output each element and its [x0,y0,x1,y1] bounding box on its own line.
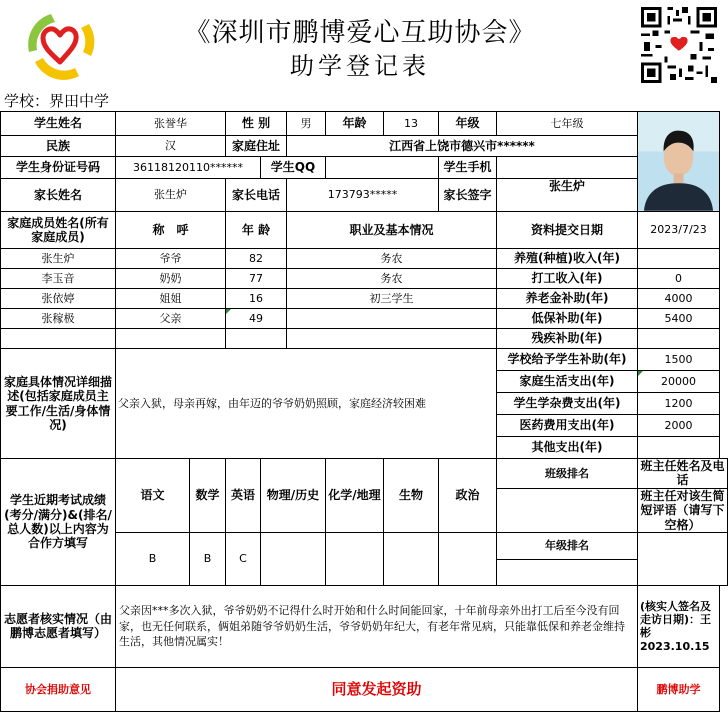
volunteer-note: 父亲因***多次入狱，爷爷奶奶不记得什么时开始和什么时间能回家，十年前母亲外出打工后至今没有回家，也无任何联系，俩姐弟随爷爷奶奶生活，爷爷奶奶年纪大，有老年常见病，只能靠低保和养老金维持生活，其他情况属实！ [116,585,638,667]
gender-value: 男 [287,112,326,136]
registration-form [0,111,728,712]
income-value [638,329,720,349]
member-name: 张稼极 [1,309,116,329]
expense-label: 其他支出(年) [497,437,638,459]
ethnicity-value: 汉 [116,136,226,157]
student-phone-value [497,157,638,179]
grade-label: 年级 [439,112,497,136]
parent-name-label: 家长姓名 [1,179,116,212]
member-occupation [287,309,497,329]
parent-phone-value: 173793***** [287,179,439,212]
decision-text: 同意发起资助 [116,667,638,711]
relation-label: 称 呼 [116,212,226,249]
subject-score: B [190,532,226,585]
table-row [1,289,728,309]
age-value: 13 [384,112,439,136]
family-detail-label: 家庭具体情况详细描述(包括家庭成员主要工作/生活/身体情况) [1,349,116,459]
student-name-label: 学生姓名 [1,112,116,136]
subject-name: 政治 [439,459,497,533]
expense-label: 家庭生活支出(年) [497,371,638,393]
expense-label: 医药费用支出(年) [497,415,638,437]
subject-score: B [116,532,190,585]
member-relation: 姐姐 [116,289,226,309]
income-value: 5400 [638,309,720,329]
brand-label: 鹏博助学 [638,667,720,711]
subject-score: C [226,532,261,585]
ethnicity-label: 民族 [1,136,116,157]
subject-score [326,532,384,585]
subject-name: 语文 [116,459,190,533]
grade-rank-value [497,559,638,585]
address-label: 家庭住址 [226,136,287,157]
exam-results-label: 学生近期考试成绩(考分/满分)&(排名/总人数)以上内容为合作方填写 [1,459,116,586]
expense-value [638,437,720,459]
association-logo [19,4,101,86]
expense-value: 1200 [638,393,720,415]
parent-signature-label: 家长签字 [439,179,497,212]
income-label: 低保补助(年) [497,309,638,329]
qr-code-icon [640,7,718,83]
member-occupation: 务农 [287,269,497,289]
income-label: 养老金补助(年) [497,289,638,309]
header [0,0,728,89]
member-name: 张依婷 [1,289,116,309]
address-value: 江西省上饶市德兴市****** [287,136,638,157]
id-number-value: 36118120110****** [116,157,261,179]
teacher-name-phone-label: 班主任姓名及电话 [638,459,728,489]
student-qq-value [326,157,439,179]
class-rank-value [497,488,638,532]
table-row [1,269,728,289]
member-occupation: 务农 [287,249,497,269]
teacher-comment-value [638,532,728,585]
grade-value: 七年级 [497,112,638,136]
income-label: 打工收入(年) [497,269,638,289]
parent-phone-label: 家长电话 [226,179,287,212]
subject-name: 生物 [384,459,439,533]
student-name-value: 张誉华 [116,112,226,136]
student-qq-label: 学生QQ [261,157,326,179]
income-value: 0 [638,269,720,289]
member-age: 77 [226,269,287,289]
subject-score [261,532,326,585]
subject-name: 英语 [226,459,261,533]
school-label: 学校： [4,92,50,110]
expense-label: 学校给予学生补助(年) [497,349,638,371]
income-label: 残疾补助(年) [497,329,638,349]
subject-name: 物理/历史 [261,459,326,533]
parent-name-value: 张生炉 [116,179,226,212]
member-occupation: 初三学生 [287,289,497,309]
submit-date-value: 2023/7/23 [638,212,720,249]
teacher-comment-label: 班主任对该生简短评语（请写下空格） [638,488,728,532]
subject-score [384,532,439,585]
income-value [638,249,720,269]
expense-value: 20000 [638,371,720,393]
subject-name: 化学/地理 [326,459,384,533]
title-line-2: 助学登记表 [290,52,430,80]
association-opinion-label: 协会捐助意见 [1,667,116,711]
occupation-label: 职业及基本情况 [287,212,497,249]
school-line [4,90,109,111]
subject-score [439,532,497,585]
submit-date-label: 资料提交日期 [497,212,638,249]
school-name: 界田中学 [49,92,110,110]
member-name: 张生炉 [1,249,116,269]
subject-name: 数学 [190,459,226,533]
title-line-1: 《深圳市鹏博爱心互助协会》 [184,18,536,48]
member-age-label: 年 龄 [226,212,287,249]
expense-value: 2000 [638,415,720,437]
student-phone-label: 学生手机 [439,157,497,179]
visitor-signature: (核实人签名及走访日期)：王彬2023.10.15 [638,585,720,667]
parent-signature-value: 张生炉 [497,179,638,212]
student-photo [638,112,720,212]
member-name: 李玉音 [1,269,116,289]
grade-rank-label: 年级排名 [497,532,638,559]
member-age: 82 [226,249,287,269]
member-relation: 爷爷 [116,249,226,269]
age-label: 年龄 [326,112,384,136]
expense-label: 学生学杂费支出(年) [497,393,638,415]
class-rank-label: 班级排名 [497,459,638,489]
income-label: 养殖(种植)收入(年) [497,249,638,269]
member-age: 49 [226,309,287,329]
expense-value: 1500 [638,349,720,371]
income-value: 4000 [638,289,720,309]
table-row [1,309,728,329]
family-detail-text: 父亲入狱，母亲再嫁，由年迈的爷爷奶奶照顾，家庭经济较困难 [116,349,497,459]
member-relation: 奶奶 [116,269,226,289]
member-relation: 父亲 [116,309,226,329]
table-row [1,249,728,269]
table-row [1,329,728,349]
gender-label: 性 别 [226,112,287,136]
family-members-label: 家庭成员姓名(所有家庭成员) [1,212,116,249]
id-number-label: 学生身份证号码 [1,157,116,179]
member-age: 16 [226,289,287,309]
student-photo-image [638,112,719,211]
volunteer-check-label: 志愿者核实情况（由鹏博志愿者填写） [1,585,116,667]
